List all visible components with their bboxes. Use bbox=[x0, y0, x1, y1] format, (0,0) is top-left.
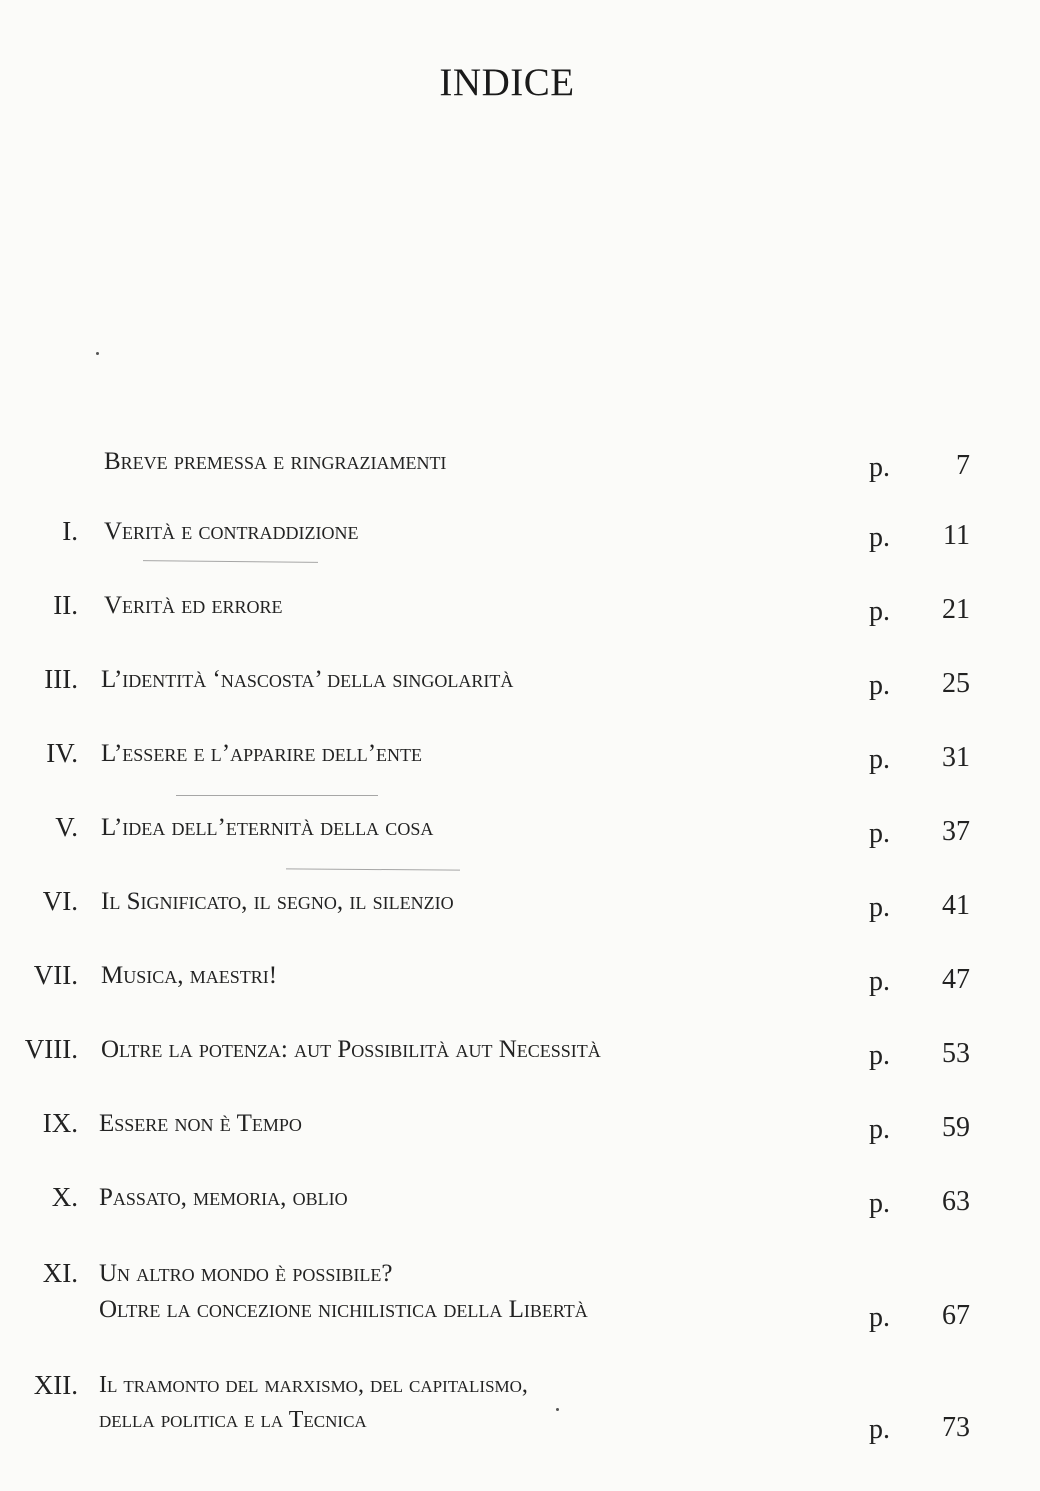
toc-entry bbox=[0, 1182, 1040, 1218]
chapter-title-line-2: Oltre la concezione nichilistica della Libertà bbox=[99, 1296, 588, 1323]
chapter-title-line: L’idea dell’eternità della cosa bbox=[101, 814, 434, 841]
chapter-title-line: Un altro mondo è possibile? bbox=[99, 1260, 393, 1287]
chapter-title-line: Essere non è Tempo bbox=[99, 1110, 302, 1137]
page-number: 7 bbox=[956, 450, 970, 481]
toc-entry bbox=[0, 516, 1040, 552]
page-prefix: p. bbox=[869, 522, 890, 553]
toc-entry bbox=[0, 960, 1040, 996]
chapter-number: X. bbox=[51, 1182, 78, 1212]
chapter-title bbox=[101, 888, 454, 916]
paper-speck bbox=[96, 352, 99, 355]
page-prefix: p. bbox=[869, 1414, 890, 1445]
toc-entry bbox=[0, 738, 1040, 774]
chapter-number: III. bbox=[44, 664, 78, 694]
page-number: 41 bbox=[942, 890, 970, 921]
pencil-underline bbox=[286, 868, 460, 870]
chapter-title bbox=[99, 1184, 348, 1212]
page-number: 31 bbox=[942, 742, 970, 773]
page-number: 11 bbox=[943, 520, 970, 551]
paper-speck bbox=[556, 1408, 559, 1411]
page-number: 37 bbox=[942, 816, 970, 847]
page-number: 73 bbox=[942, 1412, 970, 1443]
chapter-title bbox=[101, 1036, 601, 1064]
page-prefix: p. bbox=[869, 966, 890, 997]
toc-entry bbox=[0, 590, 1040, 626]
toc-entry bbox=[0, 1034, 1040, 1070]
chapter-title-line: Verità e contraddizione bbox=[104, 518, 359, 545]
chapter-number: XII. bbox=[33, 1370, 78, 1400]
page-prefix: p. bbox=[869, 1302, 890, 1333]
chapter-title-line: Il Significato, il segno, il silenzio bbox=[101, 888, 454, 915]
page-number: 67 bbox=[942, 1300, 970, 1331]
chapter-number: IV. bbox=[46, 738, 78, 768]
chapter-title bbox=[101, 740, 422, 768]
chapter-title-line: Passato, memoria, oblio bbox=[99, 1184, 348, 1211]
chapter-title bbox=[99, 1260, 588, 1324]
chapter-number: I. bbox=[62, 516, 78, 546]
page-prefix: p. bbox=[869, 818, 890, 849]
page-number: 21 bbox=[942, 594, 970, 625]
page-number: 25 bbox=[942, 668, 970, 699]
toc-entry bbox=[0, 1258, 1040, 1338]
chapter-number: VII. bbox=[33, 960, 78, 990]
chapter-title bbox=[99, 1110, 302, 1138]
page-prefix: p. bbox=[869, 670, 890, 701]
chapter-title-line-2: della politica e la Tecnica bbox=[99, 1407, 367, 1433]
page-number: 63 bbox=[942, 1186, 970, 1217]
page-prefix: p. bbox=[869, 1040, 890, 1071]
chapter-title bbox=[104, 592, 283, 620]
chapter-title bbox=[101, 666, 513, 694]
page-number: 47 bbox=[942, 964, 970, 995]
toc-entry bbox=[0, 446, 1040, 482]
page-prefix: p. bbox=[869, 452, 890, 483]
chapter-title bbox=[99, 1372, 528, 1434]
chapter-title-line: L’essere e l’apparire dell’ente bbox=[101, 740, 423, 767]
toc-entry bbox=[0, 812, 1040, 848]
toc-entry bbox=[0, 1370, 1040, 1450]
chapter-title-line: Il tramonto del marxismo, del capitalismo, bbox=[99, 1372, 528, 1398]
page-number: 53 bbox=[942, 1038, 970, 1069]
page-prefix: p. bbox=[869, 1114, 890, 1145]
chapter-number: IX. bbox=[42, 1108, 78, 1138]
chapter-title-line: Verità ed errore bbox=[104, 592, 283, 619]
page-title: INDICE bbox=[439, 61, 575, 104]
toc-entry bbox=[0, 664, 1040, 700]
chapter-title bbox=[104, 448, 446, 476]
chapter-number: XI. bbox=[42, 1258, 78, 1288]
chapter-number: V. bbox=[55, 812, 78, 842]
chapter-number: VI. bbox=[42, 886, 78, 916]
chapter-title bbox=[101, 962, 277, 990]
chapter-title bbox=[104, 518, 359, 546]
toc-entry bbox=[0, 886, 1040, 922]
chapter-title-line: Breve premessa e ringraziamenti bbox=[104, 448, 447, 475]
page-prefix: p. bbox=[869, 596, 890, 627]
pencil-underline bbox=[143, 560, 318, 563]
chapter-title bbox=[101, 814, 433, 842]
page-number: 59 bbox=[942, 1112, 970, 1143]
chapter-title-line: Oltre la potenza: aut Possibilità aut Necessità bbox=[101, 1036, 601, 1063]
chapter-title-line: Musica, maestri! bbox=[101, 962, 278, 989]
page-prefix: p. bbox=[869, 892, 890, 923]
pencil-underline bbox=[176, 795, 378, 796]
page-prefix: p. bbox=[869, 1188, 890, 1219]
toc-entry bbox=[0, 1108, 1040, 1144]
page-prefix: p. bbox=[869, 744, 890, 775]
chapter-number: VIII. bbox=[24, 1034, 78, 1064]
chapter-title-line: L’identità ‘nascosta’ della singolarità bbox=[101, 666, 514, 693]
chapter-number: II. bbox=[53, 590, 78, 620]
